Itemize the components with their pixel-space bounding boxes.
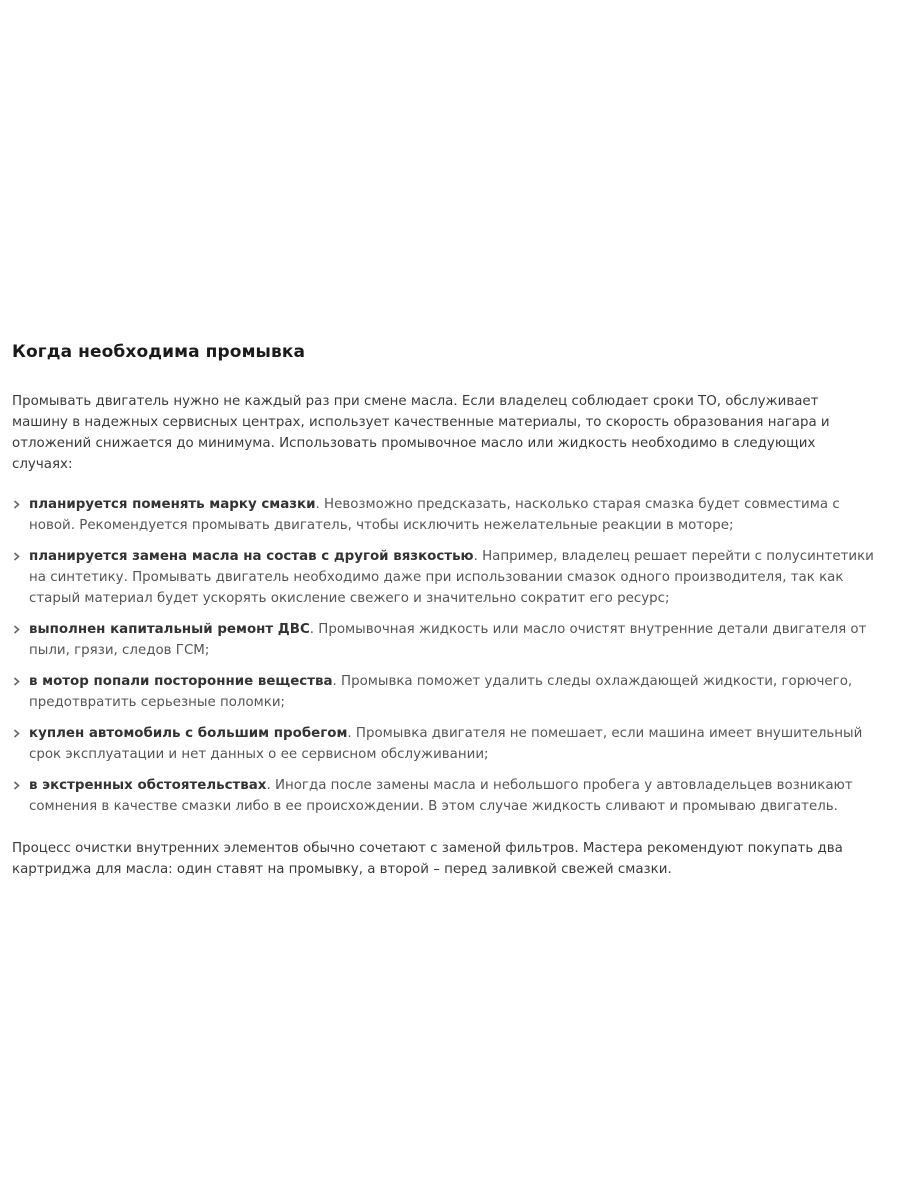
- chevron-right-icon: [12, 552, 21, 561]
- chevron-right-icon: [12, 625, 21, 634]
- list-item-title: планируется замена масла на состав с другой вязкостью: [29, 549, 474, 564]
- list-item-title: в экстренных обстоятельствах: [29, 778, 267, 793]
- list-item: [12, 775, 878, 817]
- chevron-right-icon: [12, 677, 21, 686]
- list-item-text: . Невозможно предсказать, насколько старая смазка будет совместима с новой. Рекомендуется промывать двигатель, чтобы исключить нежелательные реакции в моторе;: [29, 497, 840, 533]
- list-item-title: куплен автомобиль с большим пробегом: [29, 726, 348, 741]
- list-item-text: . Иногда после замены масла и небольшого пробега у автовладельцев возникают сомнения в качестве смазки либо в ее происхождении. В этом случае жидкость сливают и промываю двигатель.: [29, 778, 853, 814]
- article: [12, 340, 878, 880]
- list-item: [12, 546, 878, 609]
- chevron-right-icon: [12, 500, 21, 509]
- list-item-title: выполнен капитальный ремонт ДВС: [29, 622, 310, 637]
- list-item: [12, 494, 878, 536]
- article-heading: Когда необходима промывка: [12, 342, 306, 362]
- chevron-right-icon: [12, 781, 21, 790]
- outro-paragraph: Процесс очистки внутренних элементов обычно сочетают с заменой фильтров. Мастера рекомендуют покупать два картриджа для масла: один ставят на промывку, а второй – перед заливкой свежей смазки.: [12, 841, 843, 877]
- list-item-text: . Например, владелец решает перейти с полусинтетики на синтетику. Промывать двигатель необходимо даже при использовании смазок одного производителя, так как старый материал будет ускорять окисление свежего и значительно сократит его ресурс;: [29, 549, 874, 606]
- list-item-text: . Промывочная жидкость или масло очистят внутренние детали двигателя от пыли, грязи, следов ГСМ;: [29, 622, 867, 658]
- list-item: [12, 671, 878, 713]
- list-item-text: . Промывка двигателя не помешает, если машина имеет внушительный срок эксплуатации и нет данных о ее сервисном обслуживании;: [29, 726, 863, 762]
- list-item: [12, 619, 878, 661]
- cases-list: [12, 494, 878, 817]
- intro-paragraph: Промывать двигатель нужно не каждый раз при смене масла. Если владелец соблюдает сроки ТО, обслуживает машину в надежных сервисных центрах, использует качественные материалы, то скорость образования нагара и отложений снижается до минимума. Использовать промывочное масло или жидкость необходимо в следующих случаях:: [12, 394, 830, 472]
- list-item-text: . Промывка поможет удалить следы охлаждающей жидкости, горючего, предотвратить серьезные поломки;: [29, 674, 853, 710]
- list-item-title: планируется поменять марку смазки: [29, 497, 316, 512]
- chevron-right-icon: [12, 729, 21, 738]
- list-item-title: в мотор попали посторонние вещества: [29, 674, 333, 689]
- list-item: [12, 723, 878, 765]
